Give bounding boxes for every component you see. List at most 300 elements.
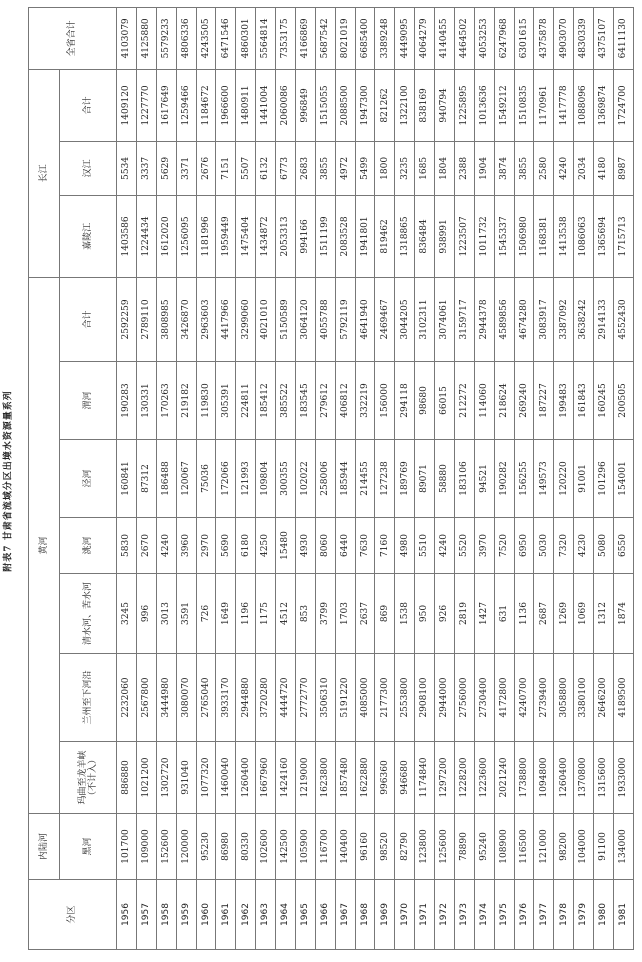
table-cell: 4240 [156, 518, 176, 574]
table-cell: 2060086 [276, 69, 296, 141]
table-row [554, 7, 574, 949]
table-cell: 87312 [136, 440, 156, 518]
table-cell: 4085000 [355, 654, 375, 742]
row-year: 1958 [156, 880, 176, 950]
table-cell: 2646200 [594, 654, 614, 742]
table-cell: 4243505 [196, 7, 216, 69]
table-cell: 1511199 [315, 195, 335, 277]
table-cell: 2908100 [415, 654, 435, 742]
table-cell: 3720280 [256, 654, 276, 742]
table-cell: 190283 [117, 362, 137, 440]
table-cell: 2592259 [117, 277, 137, 361]
table-cell: 121993 [236, 440, 256, 518]
table-cell: 161843 [574, 362, 594, 440]
table-cell: 3074061 [435, 277, 455, 361]
table-cell: 98200 [554, 814, 574, 880]
table-cell: 1225895 [454, 69, 474, 141]
table-cell: 3444980 [156, 654, 176, 742]
table-cell: 1174840 [415, 742, 435, 814]
table-cell: 1318865 [395, 195, 415, 277]
table-cell: 1315600 [594, 742, 614, 814]
table-cell: 2676 [196, 141, 216, 195]
header-col-heihe: 黑河 [60, 814, 117, 880]
table-cell: 5080 [594, 518, 614, 574]
table-cell: 1715713 [613, 195, 633, 277]
table-cell: 1933000 [613, 742, 633, 814]
table-cell: 4189500 [613, 654, 633, 742]
row-year: 1972 [435, 880, 455, 950]
table-cell: 2637 [355, 574, 375, 654]
table-cell: 2944880 [236, 654, 256, 742]
table-row [474, 7, 494, 949]
table-cell: 4417966 [216, 277, 236, 361]
table-cell: 2970 [196, 518, 216, 574]
table-cell: 2765040 [196, 654, 216, 742]
table-cell: 123800 [415, 814, 435, 880]
row-year: 1970 [395, 880, 415, 950]
table-cell: 5687542 [315, 7, 335, 69]
table-cell: 4240700 [514, 654, 534, 742]
row-year: 1979 [574, 880, 594, 950]
table-cell: 406812 [335, 362, 355, 440]
table-cell: 1622880 [355, 742, 375, 814]
water-resources-table [28, 7, 634, 950]
table-row [216, 7, 236, 949]
table-cell: 1904 [474, 141, 494, 195]
table-cell: 101296 [594, 440, 614, 518]
table-row [156, 7, 176, 949]
table-body [117, 7, 634, 949]
table-cell: 6247968 [494, 7, 514, 69]
table-cell: 4240 [435, 518, 455, 574]
table-cell: 5510 [415, 518, 435, 574]
table-cell: 279612 [315, 362, 335, 440]
table-cell: 2177300 [375, 654, 395, 742]
table-cell: 1260400 [236, 742, 256, 814]
table-row [256, 7, 276, 949]
table-cell: 1441004 [256, 69, 276, 141]
table-cell: 836484 [415, 195, 435, 277]
table-cell: 3299060 [236, 277, 256, 361]
table-cell: 1223507 [454, 195, 474, 277]
table-cell: 130331 [136, 362, 156, 440]
table-cell: 1175 [256, 574, 276, 654]
table-cell: 3102311 [415, 277, 435, 361]
table-cell: 142500 [276, 814, 296, 880]
table-row [117, 7, 137, 949]
table-cell: 4552430 [613, 277, 633, 361]
table-cell: 4444720 [276, 654, 296, 742]
table-cell: 1259466 [176, 69, 196, 141]
table-cell: 214455 [355, 440, 375, 518]
table-cell: 938991 [435, 195, 455, 277]
table-cell: 996 [136, 574, 156, 654]
table-cell: 4674280 [514, 277, 534, 361]
table-cell: 78890 [454, 814, 474, 880]
table-cell: 200505 [613, 362, 633, 440]
table-cell: 5499 [355, 141, 375, 195]
row-year: 1976 [514, 880, 534, 950]
table-row [395, 7, 415, 949]
table-cell: 1370800 [574, 742, 594, 814]
table-cell: 1219000 [295, 742, 315, 814]
table-cell: 2730400 [474, 654, 494, 742]
table-row [594, 7, 614, 949]
table-cell: 1168381 [534, 195, 554, 277]
table-cell: 2580 [534, 141, 554, 195]
table-cell: 2683 [295, 141, 315, 195]
table-cell: 3371 [176, 141, 196, 195]
table-cell: 134000 [613, 814, 633, 880]
table-cell: 1086063 [574, 195, 594, 277]
table-cell: 6132 [256, 141, 276, 195]
page-title: 附表7 甘肃省流域分区出境水资源量系列 [3, 390, 14, 572]
table-cell: 726 [196, 574, 216, 654]
table-cell: 4930 [295, 518, 315, 574]
row-year: 1957 [136, 880, 156, 950]
table-cell: 75036 [196, 440, 216, 518]
table-cell: 120067 [176, 440, 196, 518]
table-cell: 3159717 [454, 277, 474, 361]
table-cell: 98520 [375, 814, 395, 880]
table-cell: 5690 [216, 518, 236, 574]
table-cell: 127238 [375, 440, 395, 518]
table-cell: 631 [494, 574, 514, 654]
table-cell: 1094800 [534, 742, 554, 814]
table-cell: 3506310 [315, 654, 335, 742]
table-cell: 4641940 [355, 277, 375, 361]
table-cell: 80330 [236, 814, 256, 880]
table-cell: 7353175 [276, 7, 296, 69]
table-cell: 7151 [216, 141, 236, 195]
row-year: 1965 [295, 880, 315, 950]
table-cell: 125600 [435, 814, 455, 880]
table-cell: 1510835 [514, 69, 534, 141]
table-cell: 58880 [435, 440, 455, 518]
table-cell: 1738800 [514, 742, 534, 814]
table-cell: 4375107 [594, 7, 614, 69]
row-year: 1975 [494, 880, 514, 950]
table-cell: 1515055 [315, 69, 335, 141]
table-cell: 3591 [176, 574, 196, 654]
table-row [276, 7, 296, 949]
table-cell: 95230 [196, 814, 216, 880]
table-cell: 2232060 [117, 654, 137, 742]
table-row [514, 7, 534, 949]
table-cell: 6950 [514, 518, 534, 574]
table-cell: 2944000 [435, 654, 455, 742]
table-cell: 3799 [315, 574, 335, 654]
table-cell: 294118 [395, 362, 415, 440]
row-year: 1980 [594, 880, 614, 950]
row-year: 1981 [613, 880, 633, 950]
row-year: 1959 [176, 880, 196, 950]
table-cell: 2670 [136, 518, 156, 574]
table-cell: 98680 [415, 362, 435, 440]
table-cell: 5629 [156, 141, 176, 195]
table-cell: 1011732 [474, 195, 494, 277]
table-cell: 1369874 [594, 69, 614, 141]
table-cell: 269240 [514, 362, 534, 440]
table-cell: 185412 [256, 362, 276, 440]
header-col-maqu: 玛曲至龙羊峡（不计入） [60, 742, 117, 814]
table-cell: 1874 [613, 574, 633, 654]
table-cell: 105900 [295, 814, 315, 880]
table-cell: 219182 [176, 362, 196, 440]
table-cell: 187227 [534, 362, 554, 440]
table-cell: 1365694 [594, 195, 614, 277]
table-cell: 1297200 [435, 742, 455, 814]
table-cell: 183545 [295, 362, 315, 440]
table-cell: 2053313 [276, 195, 296, 277]
table-cell: 121000 [534, 814, 554, 880]
header-col-jinghe: 泾河 [60, 440, 117, 518]
table-cell: 82790 [395, 814, 415, 880]
table-cell: 332219 [355, 362, 375, 440]
table-cell: 3874 [494, 141, 514, 195]
table-cell: 1088096 [574, 69, 594, 141]
table-cell: 3064120 [295, 277, 315, 361]
table-cell: 3058800 [554, 654, 574, 742]
table-cell: 1434872 [256, 195, 276, 277]
table-cell: 8987 [613, 141, 633, 195]
table-cell: 996360 [375, 742, 395, 814]
table-cell: 1685 [415, 141, 435, 195]
table-cell: 2469467 [375, 277, 395, 361]
table-cell: 1013636 [474, 69, 494, 141]
table-cell: 2756000 [454, 654, 474, 742]
table-cell: 2687 [534, 574, 554, 654]
row-year: 1962 [236, 880, 256, 950]
table-cell: 1617649 [156, 69, 176, 141]
header-yellow-river: 黄河 [29, 277, 60, 813]
table-cell: 3808985 [156, 277, 176, 361]
table-row [613, 7, 633, 949]
table-cell: 1077320 [196, 742, 216, 814]
table-cell: 2088500 [335, 69, 355, 141]
table-cell: 101700 [117, 814, 137, 880]
table-cell: 1966600 [216, 69, 236, 141]
table-cell: 1312 [594, 574, 614, 654]
table-cell: 2553800 [395, 654, 415, 742]
table-cell: 4980 [395, 518, 415, 574]
table-cell: 109804 [256, 440, 276, 518]
table-cell: 6471546 [216, 7, 236, 69]
table-cell: 1460040 [216, 742, 236, 814]
table-row [196, 7, 216, 949]
rotated-table-container [28, 8, 634, 950]
header-col-yangtze-total: 合计 [60, 69, 117, 141]
table-cell: 4830339 [574, 7, 594, 69]
table-cell: 140400 [335, 814, 355, 880]
table-cell: 1409120 [117, 69, 137, 141]
table-cell: 4806336 [176, 7, 196, 69]
row-year: 1974 [474, 880, 494, 950]
table-cell: 1184672 [196, 69, 216, 141]
table-cell: 2567800 [136, 654, 156, 742]
row-year: 1960 [196, 880, 216, 950]
table-cell: 1170961 [534, 69, 554, 141]
table-cell: 4053253 [474, 7, 494, 69]
table-cell: 5534 [117, 141, 137, 195]
header-col-qingshui: 清水河、苦水河 [60, 574, 117, 654]
table-cell: 1941801 [355, 195, 375, 277]
table-cell: 1227770 [136, 69, 156, 141]
table-cell: 385522 [276, 362, 296, 440]
table-cell: 6411130 [613, 7, 633, 69]
table-cell: 3855 [514, 141, 534, 195]
row-year: 1971 [415, 880, 435, 950]
table-row [494, 7, 514, 949]
table-cell: 926 [435, 574, 455, 654]
table-cell: 1724700 [613, 69, 633, 141]
row-year: 1964 [276, 880, 296, 950]
table-cell: 5792119 [335, 277, 355, 361]
table-cell: 4103079 [117, 7, 137, 69]
table-cell: 4180 [594, 141, 614, 195]
table-cell: 5150589 [276, 277, 296, 361]
table-cell: 1224434 [136, 195, 156, 277]
table-cell: 102600 [256, 814, 276, 880]
table-row [315, 7, 335, 949]
table-cell: 109000 [136, 814, 156, 880]
table-cell: 4166869 [295, 7, 315, 69]
table-cell: 1260400 [554, 742, 574, 814]
table-cell: 1475404 [236, 195, 256, 277]
table-cell: 3235 [395, 141, 415, 195]
table-cell: 94521 [474, 440, 494, 518]
table-cell: 1612020 [156, 195, 176, 277]
table-cell: 3044205 [395, 277, 415, 361]
table-cell: 3638242 [574, 277, 594, 361]
header-col-taohe: 洮河 [60, 518, 117, 574]
table-cell: 183106 [454, 440, 474, 518]
table-cell: 2772770 [295, 654, 315, 742]
table-cell: 96160 [355, 814, 375, 880]
table-cell: 869 [375, 574, 395, 654]
table-cell: 6685400 [355, 7, 375, 69]
table-cell: 156255 [514, 440, 534, 518]
table-cell: 4230 [574, 518, 594, 574]
table-cell: 5507 [236, 141, 256, 195]
table-cell: 1424160 [276, 742, 296, 814]
table-cell: 4512 [276, 574, 296, 654]
table-cell: 160245 [594, 362, 614, 440]
table-cell: 212272 [454, 362, 474, 440]
header-col-lanzhou: 兰州至下河沿 [60, 654, 117, 742]
table-cell: 1506980 [514, 195, 534, 277]
row-year: 1968 [355, 880, 375, 950]
table-cell: 119830 [196, 362, 216, 440]
table-cell: 1181996 [196, 195, 216, 277]
header-col-yellow-total: 合计 [60, 277, 117, 361]
table-cell: 3245 [117, 574, 137, 654]
table-cell: 3083917 [534, 277, 554, 361]
table-cell: 1427 [474, 574, 494, 654]
table-cell: 86980 [216, 814, 236, 880]
table-cell: 108900 [494, 814, 514, 880]
row-year: 1961 [216, 880, 236, 950]
row-year: 1977 [534, 880, 554, 950]
table-cell: 821262 [375, 69, 395, 141]
table-cell: 3933170 [216, 654, 236, 742]
table-cell: 170263 [156, 362, 176, 440]
table-cell: 3855 [315, 141, 335, 195]
table-cell: 186488 [156, 440, 176, 518]
table-cell: 1545337 [494, 195, 514, 277]
table-cell: 2034 [574, 141, 594, 195]
table-cell: 258006 [315, 440, 335, 518]
table-cell: 66015 [435, 362, 455, 440]
table-cell: 6440 [335, 518, 355, 574]
table-cell: 1269 [554, 574, 574, 654]
table-cell: 154001 [613, 440, 633, 518]
table-cell: 8060 [315, 518, 335, 574]
table-cell: 104000 [574, 814, 594, 880]
table-row [176, 7, 196, 949]
table-cell: 6773 [276, 141, 296, 195]
table-cell: 4449095 [395, 7, 415, 69]
table-cell: 3970 [474, 518, 494, 574]
table-cell: 931040 [176, 742, 196, 814]
table-cell: 5579233 [156, 7, 176, 69]
table-row [435, 7, 455, 949]
table-cell: 1480911 [236, 69, 256, 141]
table-cell: 2944378 [474, 277, 494, 361]
table-cell: 1403586 [117, 195, 137, 277]
table-cell: 4589856 [494, 277, 514, 361]
table-cell: 1136 [514, 574, 534, 654]
table-cell: 4250 [256, 518, 276, 574]
row-year: 1969 [375, 880, 395, 950]
table-cell: 1196 [236, 574, 256, 654]
table-cell: 5520 [454, 518, 474, 574]
table-row [236, 7, 256, 949]
table-cell: 3337 [136, 141, 156, 195]
table-cell: 305391 [216, 362, 236, 440]
table-row [375, 7, 395, 949]
table-cell: 2914133 [594, 277, 614, 361]
table-cell: 940794 [435, 69, 455, 141]
table-cell: 1302720 [156, 742, 176, 814]
table-row [574, 7, 594, 949]
table-cell: 89071 [415, 440, 435, 518]
row-year: 1966 [315, 880, 335, 950]
table-cell: 102022 [295, 440, 315, 518]
table-cell: 2739400 [534, 654, 554, 742]
table-cell: 838169 [415, 69, 435, 141]
table-cell: 1649 [216, 574, 236, 654]
table-cell: 199483 [554, 362, 574, 440]
table-row [136, 7, 156, 949]
table-cell: 946680 [395, 742, 415, 814]
table-cell: 95240 [474, 814, 494, 880]
table-cell: 1021200 [136, 742, 156, 814]
row-year: 1973 [454, 880, 474, 950]
table-cell: 1069 [574, 574, 594, 654]
table-cell: 15480 [276, 518, 296, 574]
header-yangtze-river: 长江 [29, 69, 60, 277]
header-col-hanjiang: 汉江 [60, 141, 117, 195]
header-row-columns [60, 7, 117, 949]
table-row [295, 7, 315, 949]
table-cell: 218624 [494, 362, 514, 440]
table-cell: 5191220 [335, 654, 355, 742]
row-year: 1978 [554, 880, 574, 950]
table-cell: 1667960 [256, 742, 276, 814]
table-cell: 1256095 [176, 195, 196, 277]
table-cell: 819462 [375, 195, 395, 277]
